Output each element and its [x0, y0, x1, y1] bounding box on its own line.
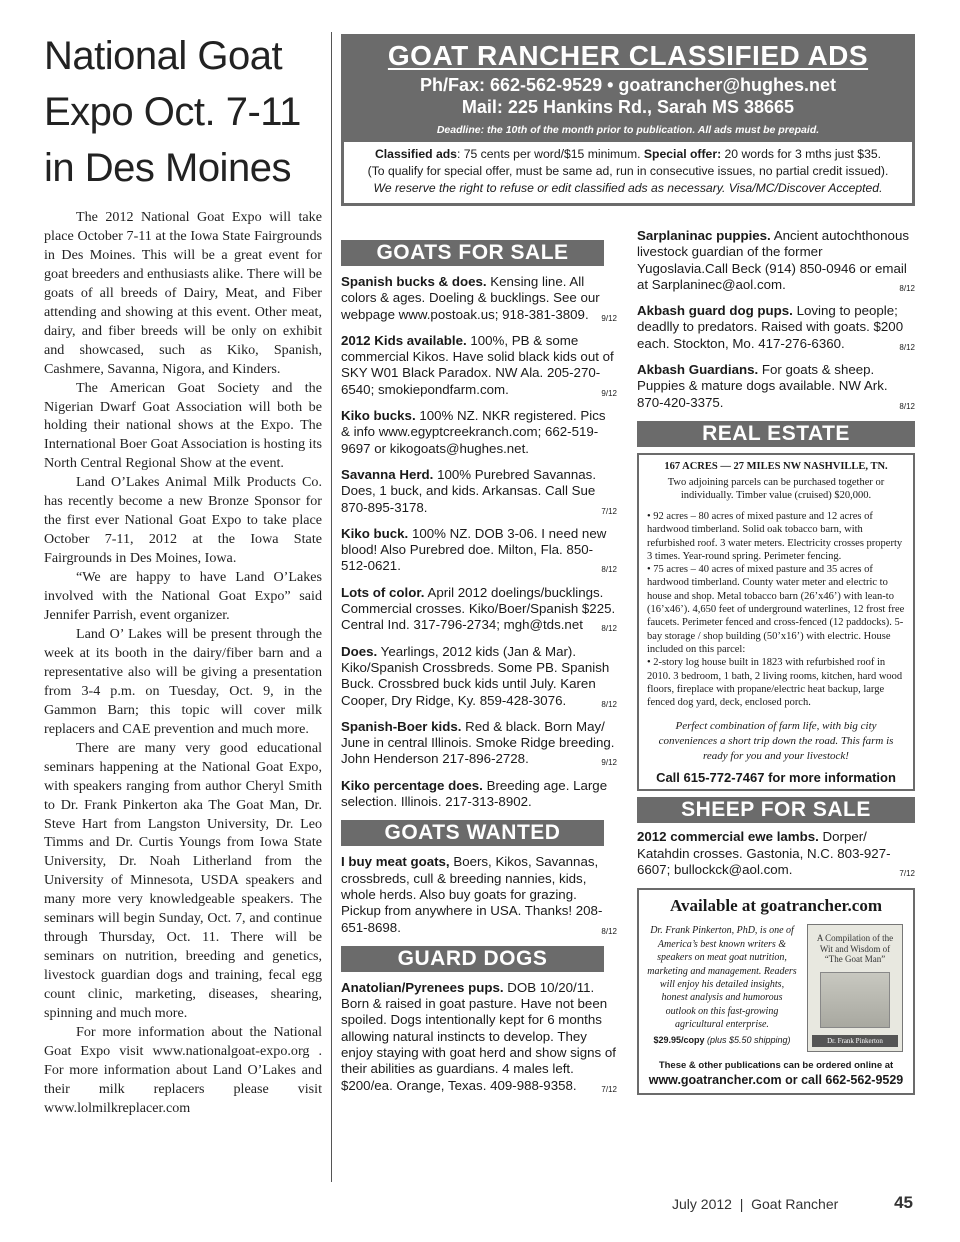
book-order-contact: www.goatrancher.com or call 662-562-9529 [648, 1073, 904, 1088]
ad-text: Ancient autochthonous livestock guardian of the former Yugoslavia.Call Beck (914) 850-0946 or email at Sarplaninec@aol.com. [637, 228, 909, 292]
book-cover-title: A Compilation of the Wit and Wisdom of “The Goat Man” [816, 933, 894, 965]
masthead-deadline: Deadline: the 10th of the month prior to publication. All ads must be prepaid. [436, 124, 820, 136]
ad-text: 100% NZ. NKR registered. Pics & info www.egyptcreekranch.com; 662-519-9697 or kikogoats@hughes.net. [341, 408, 606, 456]
ad-title: 2012 commercial ewe lambs. [637, 829, 819, 845]
ad-date: 9/12 [601, 313, 617, 323]
guard-dogs-list [341, 980, 621, 1094]
classified-ad [637, 362, 915, 411]
book-price [647, 1034, 797, 1047]
classified-ad [637, 303, 915, 352]
section-sheep-for-sale: SHEEP FOR SALE [637, 797, 915, 823]
rates-text: : 75 cents per word/$15 minimum. [456, 147, 644, 161]
ad-text: Yearlings, 2012 kids (Jan & Mar). Kiko/Spanish Crossbreds. Some PB. Spanish Buck. Crossbred buck kids until July. Karen Cooper, Dry Ridge, Ky. 859-428-3076. [341, 643, 610, 708]
masthead-banner [341, 34, 915, 142]
book-cover-photo [820, 972, 890, 1028]
ad-text: Red & black. Born May/ June in central Illinois. Smoke Ridge breeding. John Henderson 217-896-2728. [341, 718, 615, 767]
article-headline [44, 28, 322, 196]
footer-issue: July 2012 | Goat Rancher [672, 1196, 839, 1212]
article [44, 28, 322, 1118]
classified-ad [341, 526, 617, 575]
ads-column-right [637, 228, 915, 1095]
ad-date: 8/12 [601, 565, 617, 575]
headline-line: Expo Oct. 7-11 [44, 90, 301, 134]
ad-title: Does. [341, 643, 378, 659]
ad-text: DOB 10/20/11. Born & raised in goat pasture. Have not been spoiled. Dogs intentionally kept for 6 months allowing natural instincts to develop. They enjoy staying with goat herd and show signs of their abilities as guardians. 4 males left. $200/ea. Orange, Texas. 409-988-9358. [341, 979, 616, 1093]
masthead-rates [341, 142, 915, 206]
ad-date: 8/12 [601, 699, 617, 709]
goats-wanted-list [341, 854, 621, 935]
offer-label: Special offer: [643, 147, 722, 161]
ad-title: Kiko buck. [341, 525, 409, 541]
classified-ad [341, 778, 617, 811]
book-promo-row [647, 924, 905, 1052]
book-promo-box [637, 888, 915, 1095]
goats-for-sale-list [341, 274, 621, 810]
ad-date: 8/12 [899, 401, 915, 411]
headline-line: National Goat [44, 34, 283, 78]
real-estate-bullet: • 2-story log house built in 1823 with refurbished roof in 2010. 3 bedroom, 1 bath, 2 living rooms, kitchen, hard wood floors, fireplace with propane/electric heat backup, large fenced dog yard, deck, enclosed porch. [647, 657, 903, 709]
article-paragraph: Land O’Lakes Animal Milk Products Co. has recently become a new Bronze Sponsor for the first ever National Goat Expo to take place October 7-11, 2012 at the Iowa State Fairgrounds in Des Moines, Iowa. [44, 474, 322, 567]
article-paragraph: The 2012 National Goat Expo will take place October 7-11 at the Iowa State Fairgrounds in Des Moines. This will be a great event for goat breeders and enthusiasts alike. There will be goats of all breeds of Dairy, Meat, and Fiber attending and showing at this event. Other meat, dairy, and fiber breeds will be only on exhibit and showcased, such as Kiko, Spanish, Cashmere, Savanna, Nigora, and Kinders. [44, 209, 322, 377]
section-guard-dogs: GUARD DOGS [341, 946, 604, 972]
ad-date: 7/12 [899, 869, 915, 879]
ad-text: 100% Purebred Savannas. Does, 1 buck, and kids. Arkansas. Call Sue 870-895-3178. [341, 466, 597, 515]
ad-date: 9/12 [601, 388, 617, 398]
classified-ad [341, 854, 617, 935]
masthead-phone: Ph/Fax: 662-562-9529 • goatrancher@hughes.net [420, 75, 836, 95]
page-number: 45 [894, 1193, 913, 1212]
section-real-estate: REAL ESTATE [637, 421, 915, 447]
offer-text: 20 words for 3 mths just $35. [721, 147, 882, 161]
book-order-note: These & other publications can be ordered online at [658, 1060, 894, 1072]
ad-date: 9/12 [601, 758, 617, 768]
reserve-text: We reserve the right to refuse or edit classified ads as necessary. Visa/MC/Discover Accepted. [373, 181, 883, 195]
article-paragraph: For more information about the National Goat Expo visit www.nationalgoat-expo.org . For more information about Land O’Lakes and their milk replacers please visit www.lolmilkreplacer.com [44, 1023, 322, 1116]
classified-ad [341, 333, 617, 398]
section-goats-wanted: GOATS WANTED [341, 820, 604, 846]
classified-masthead [341, 34, 915, 206]
ad-title: Akbash guard dog pups. [637, 303, 793, 319]
ad-text: Loving to people; deadlly to predators. Raised with goats. $200 each. Stockton, Mo. 417-276-6360. [637, 303, 904, 351]
ad-text: 100%, PB & some commercial Kikos. Have solid black kids out of SKY W01 Black Paradox. NW Ala. 205-270-6540; smokiepondfarm.com. [341, 332, 614, 397]
real-estate-tagline: Perfect combination of farm life, with big city conveniences a short trip down the road. This farm is ready for you and your livestock! [658, 720, 894, 763]
book-cover-image [807, 924, 903, 1052]
reserve-line [350, 180, 906, 197]
ad-title: Spanish-Boer kids. [341, 718, 462, 734]
ad-title: 2012 Kids available. [341, 332, 467, 348]
book-cover-author: Dr. Frank Pinkerton [812, 1035, 898, 1047]
classified-ad [637, 829, 915, 878]
classified-ad [341, 467, 617, 516]
classified-ad [341, 719, 617, 768]
ad-date: 8/12 [601, 624, 617, 634]
rates-label: Classified ads [374, 147, 457, 161]
ad-text: April 2012 doelings/bucklings. Commercial crosses. Kiko/Boer/Spanish $225. Central Ind. 317-796-2734; mgh@tds.net [341, 584, 616, 633]
real-estate-listing [637, 453, 915, 791]
ad-text: For goats & sheep. Puppies & mature dogs available. NW Ark. 870-420-3375. [637, 362, 888, 410]
article-paragraph: The American Goat Society and the Nigerian Dwarf Goat Association will both be holding their national shows at the Expo. The International Boer Goat Association is hosting its North Central Regional Show at the event. [44, 379, 322, 472]
classified-ad [341, 274, 617, 323]
ad-text: 100% NZ. DOB 3-06. I need new blood! Also Purebred doe. Milton, Fla. 850-512-0621. [341, 525, 607, 574]
ad-text: Boers, Kikos, Savannas, crossbreds, cull & breeding nannies, kids, whole herds. Also buy goats for grazing. Pickup from anywhere in USA. Thanks! 208-651-8698. [341, 854, 603, 935]
ad-date: 7/12 [601, 506, 617, 516]
real-estate-bullet: • 75 acres – 40 acres of mixed pasture and 35 acres of hardwood timberland. County water meter and electric to house and shop. Metal tobacco barn (26’x46’) with lean-to (16’x46’). 4,650 feet of underground waterlines, 12 frost free faucets. Perimeter fenced and cross-fenced (12 paddocks). 5-bay storage / shop building (50’x16’) with electric. House included on this parcel: [647, 564, 905, 655]
ad-date: 8/12 [601, 926, 617, 936]
article-body [44, 208, 322, 1118]
classified-ad [341, 980, 617, 1094]
masthead-mail: Mail: 225 Hankins Rd., Sarah MS 38665 [461, 97, 795, 117]
article-paragraph: “We are happy to have Land O’Lakes involved with the National Goat Expo” said Jennifer Parrish, event organizer. [44, 569, 322, 624]
ad-title: I buy meat goats, [341, 854, 450, 870]
article-paragraph: Land O’ Lakes will be present through the week at its booth in the dairy/fiber barn and a representative also will be giving a presentation from 3-4 p.m. on Tuesday, Oct. 9, in the Gammon Barn; this topic will cover milk replacers and CAE prevention and much more. [44, 625, 322, 737]
article-paragraph: There are many very good educational seminars happening at the National Goat Expo, with speakers ranging from author Cheryl Smith to Dr. Frank Pinkerton aka The Goat Man, Dr. Steve Hart from Langston University, Dr. Leo Timms and Dr. Curtis Youngs from Iowa State University, Dr. Noah Litherland from the University of Minnesota, USDA speakers and many more very knowledgeable speakers. The seminars will begin Sunday, Oct. 7, and continue through Thursday, Oct. 11. There will be seminars on nutrition, breeding and genetics, livestock guardian dogs and training, fecal egg count clinic, marketing, diseases, shearing, spinning and much more. [44, 739, 322, 1022]
ad-title: Lots of color. [341, 584, 425, 600]
classified-ad [341, 644, 617, 709]
classified-ad [341, 585, 617, 634]
ad-title: Savanna Herd. [341, 466, 434, 482]
ad-title: Akbash Guardians. [637, 362, 759, 378]
ad-date: 8/12 [899, 283, 915, 293]
real-estate-call: Call 615-772-7467 for more information [656, 770, 896, 786]
rates-line [350, 146, 906, 163]
qualify-line: (To qualify for special offer, must be same ad, run in consecutive issues, no partial credit issued). [367, 164, 889, 178]
book-promo-title: Available at goatrancher.com [670, 896, 882, 916]
ad-text: Breeding age. Large selection. Illinois. 217-313-8902. [341, 777, 608, 810]
page-footer [672, 1193, 917, 1212]
column-divider [331, 32, 332, 1182]
ad-date: 7/12 [601, 1084, 617, 1094]
ad-text: Kensing line. All colors & ages. Doeling & bucklings. See our webpage www.postoak.us; 918-381-3809. [341, 274, 600, 322]
headline-line: in Des Moines [44, 146, 291, 190]
ad-title: Kiko percentage does. [341, 777, 483, 793]
section-goats-for-sale: GOATS FOR SALE [341, 240, 604, 266]
ads-column-middle [341, 240, 621, 1104]
ad-title: Sarplaninac puppies. [637, 228, 771, 243]
real-estate-subtitle: Two adjoining parcels can be purchased together or individually. Timber value (cruised) $20,000. [667, 476, 885, 501]
ad-text: Dorper/ Katahdin crosses. Gastonia, N.C. 803-927-6607; bullockck@aol.com. [637, 829, 891, 878]
book-price-value: $29.95/copy [653, 1034, 705, 1045]
book-promo-text [647, 924, 797, 1052]
ad-title: Kiko bucks. [341, 408, 416, 424]
masthead-title: GOAT RANCHER CLASSIFIED ADS [387, 40, 869, 71]
book-shipping: (plus $5.50 shipping) [704, 1034, 791, 1045]
book-promo-description: Dr. Frank Pinkerton, PhD, is one of America’s best known writers & speakers on meat goat nutrition, marketing and management. Readers will enjoy his detailed insights, honest analysis and humorous outlook on this fast-growing agricultural enterprise. [647, 925, 797, 1031]
classified-ad [341, 408, 617, 457]
right-dog-ads-list [637, 228, 915, 411]
sheep-ads-list [637, 829, 915, 878]
classified-ad [637, 228, 915, 293]
real-estate-title: 167 ACRES — 27 MILES NW NASHVILLE, TN. [664, 460, 888, 472]
ad-title: Spanish bucks & does. [341, 274, 487, 289]
real-estate-bullet: • 92 acres – 80 acres of mixed pasture and 12 acres of hardwood timberland. Solid oak tobacco barn, with refurbished roof. 3 water meters. Electricity crosses property 3 times. Year-round spring. Perimeter fencing. [647, 510, 903, 562]
ad-title: Anatolian/Pyrenees pups. [341, 979, 504, 995]
ad-date: 8/12 [899, 342, 915, 352]
